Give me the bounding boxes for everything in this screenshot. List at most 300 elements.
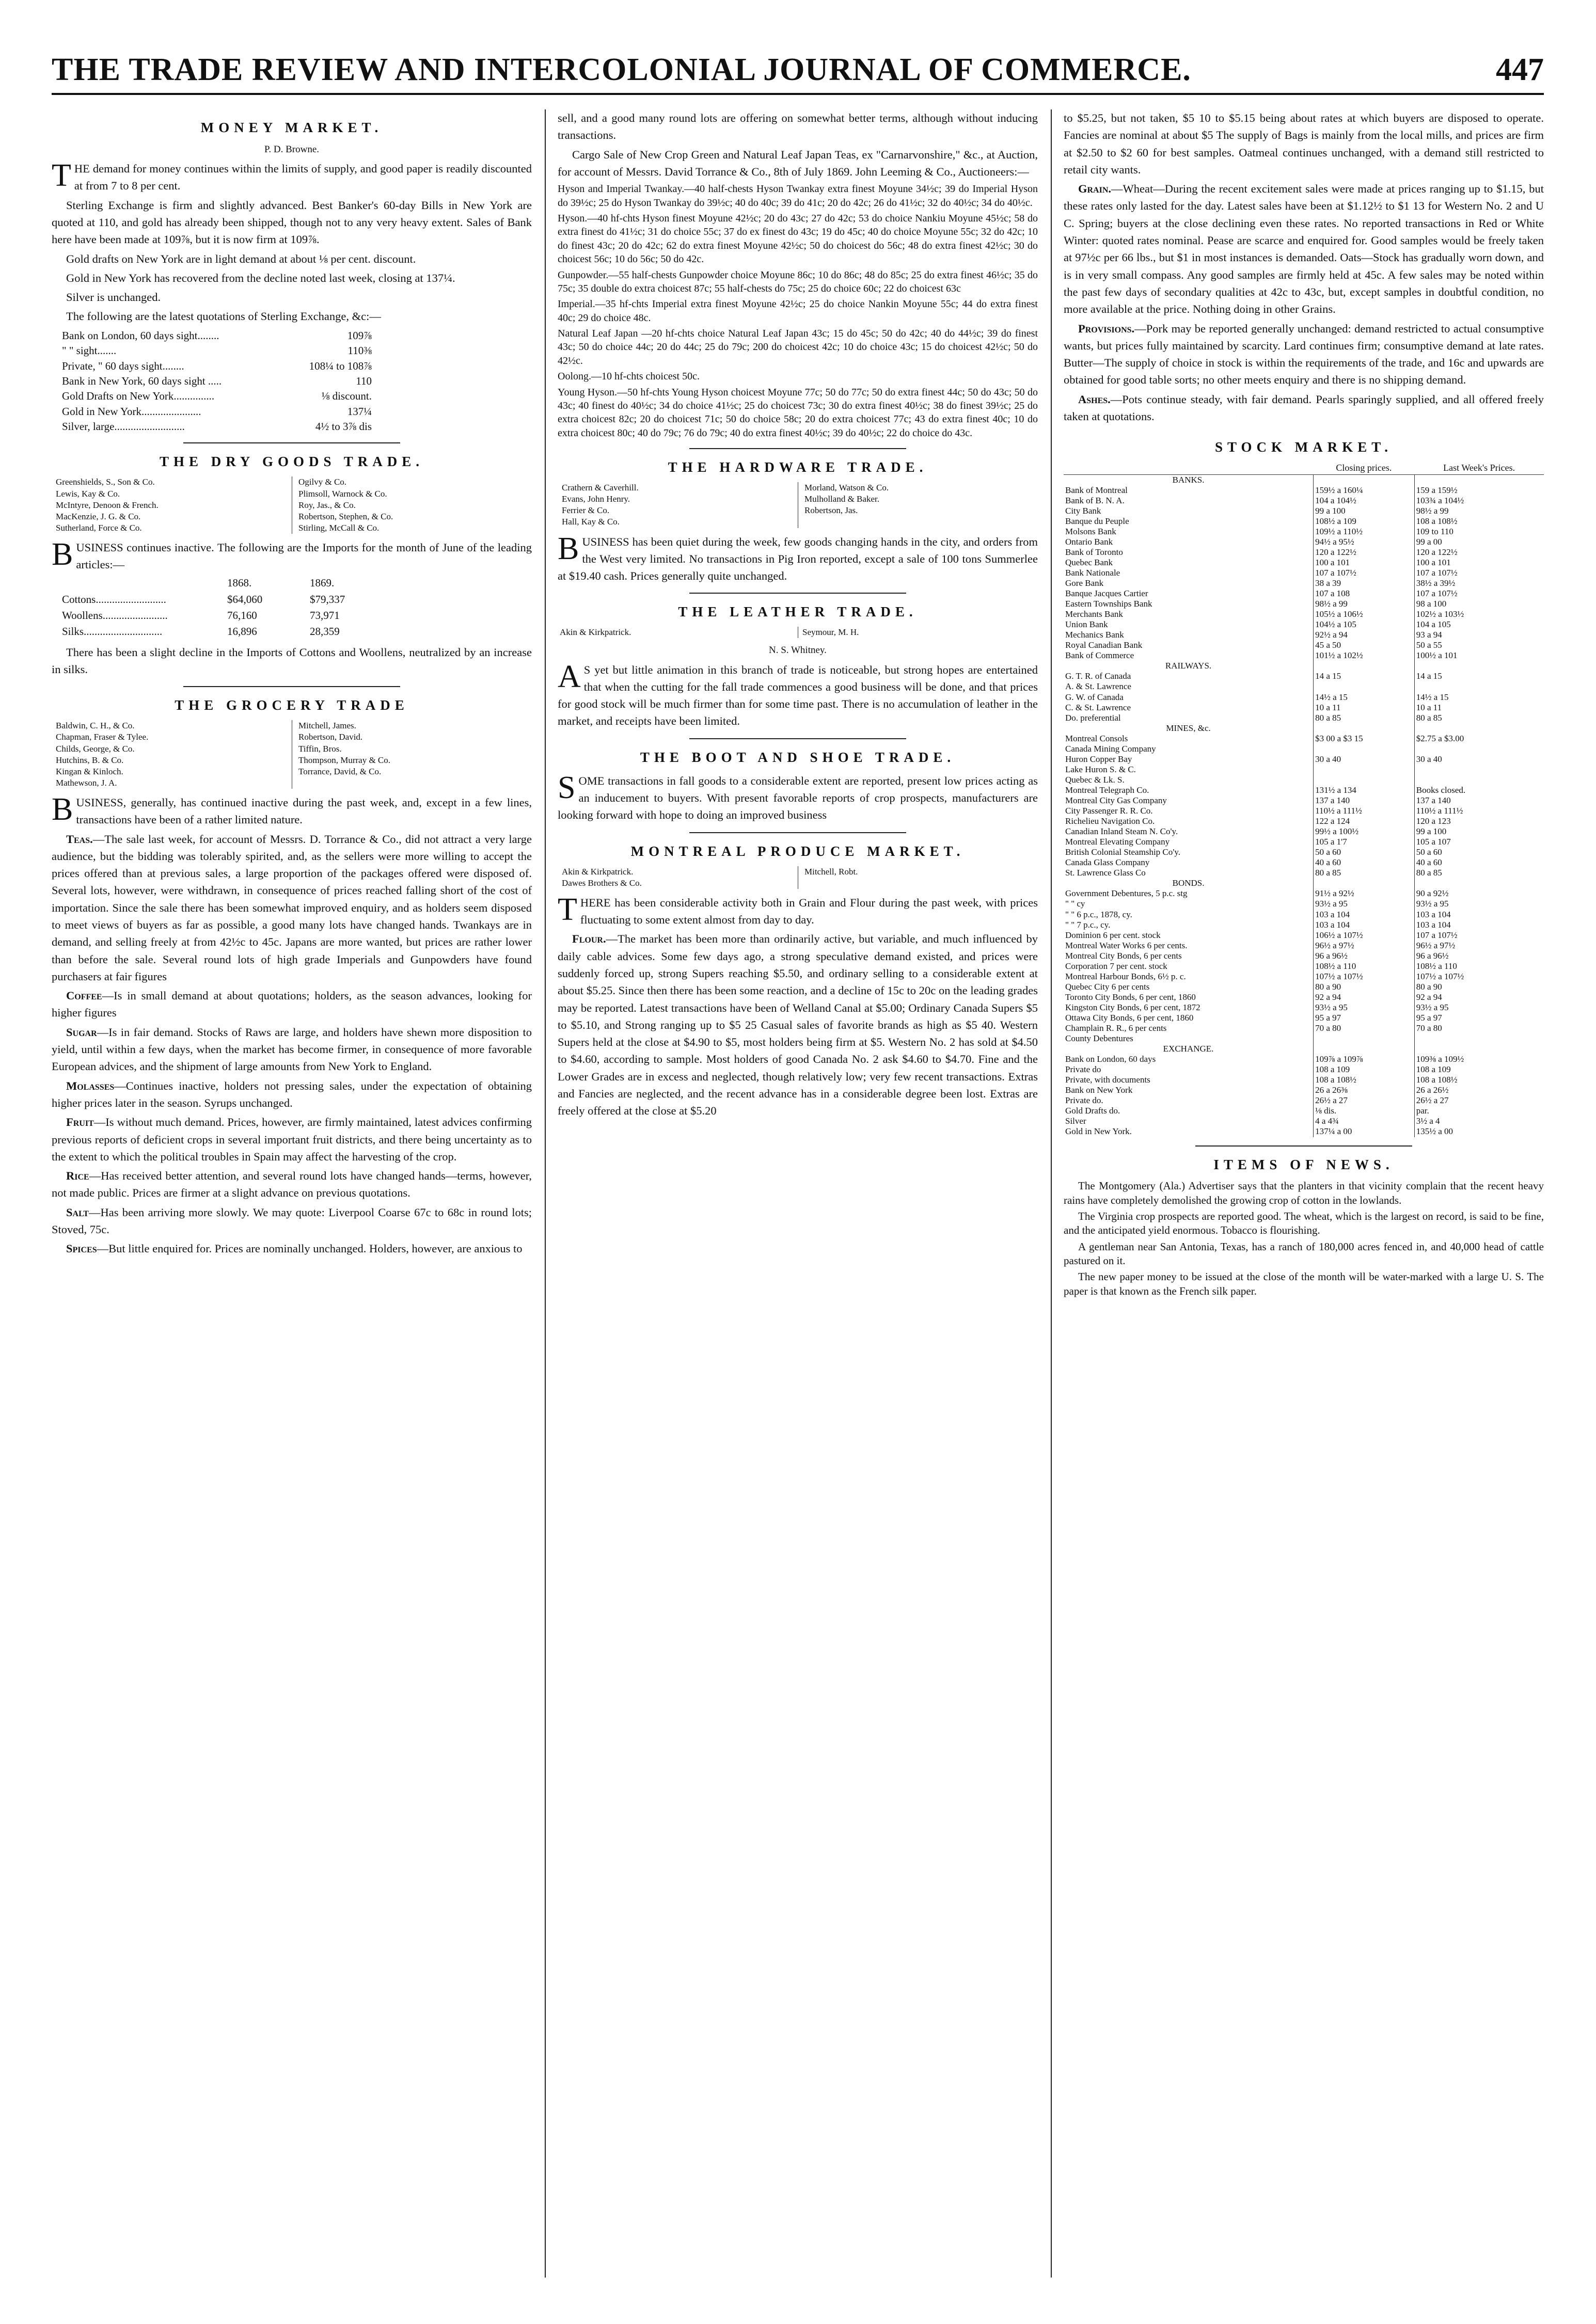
column-divider — [1051, 109, 1052, 2278]
stock-row — [1064, 703, 1544, 713]
closing-price: 92½ a 94 — [1314, 630, 1415, 640]
stock-section-title: MINES, &c. — [1064, 723, 1544, 734]
news-item: The Virginia crop prospects are reported good. The wheat, which is the largest on record, is said to be fine, and the anticipated yield enormous. Tobacco is flourishing. — [1064, 1210, 1544, 1237]
stock-row — [1064, 558, 1544, 568]
imports-header: 1868. 1869. — [227, 577, 335, 590]
stock-section-title: EXCHANGE. — [1064, 1044, 1544, 1054]
stock-name: Bank Nationale — [1065, 567, 1120, 578]
last-week-price: 102½ a 103½ — [1414, 609, 1544, 619]
stock-row — [1064, 806, 1544, 816]
stock-name: Canadian Inland Steam N. Co'y. — [1065, 826, 1178, 837]
last-week-price: 100½ a 101 — [1414, 650, 1544, 661]
stock-row — [1064, 516, 1544, 527]
stock-name: Toronto City Bonds, 6 per cent, 1860 — [1065, 992, 1196, 1002]
closing-price: 107½ a 107½ — [1314, 972, 1415, 982]
last-week-price: 108 a 108½ — [1414, 516, 1544, 527]
closing-price: 104½ a 105 — [1314, 619, 1415, 630]
last-week-price: 104 a 105 — [1414, 619, 1544, 630]
grocery-p1: BUSINESS, generally, has continued inactive during the past week, and, except in a few lines, transactions have been of a rather limited nature. — [52, 791, 532, 827]
closing-price: 92 a 94 — [1314, 992, 1415, 1002]
closing-price: 93½ a 95 — [1314, 1002, 1415, 1013]
stock-row — [1064, 713, 1544, 723]
stock-row — [1064, 1054, 1544, 1064]
money-p5: Silver is unchanged. — [66, 291, 161, 304]
grocery-salt: Salt—Has been arriving more slowly. We may quote: Liverpool Coarse 67c to 68c in round lots; Stoved, 75c. — [52, 1205, 532, 1236]
last-week-price — [1414, 681, 1544, 692]
stock-name: Montreal Consols — [1065, 733, 1128, 743]
stock-row — [1064, 961, 1544, 972]
last-week-price: 120 a 122½ — [1414, 547, 1544, 558]
stock-row — [1064, 888, 1544, 899]
journal-title: THE TRADE REVIEW AND INTERCOLONIAL JOURNAL OF COMMERCE. — [52, 52, 1191, 87]
stock-name: County Debentures — [1065, 1033, 1133, 1044]
stock-row — [1064, 619, 1544, 630]
grocery-rice: Rice—Has received better attention, and several round lots have changed hands—terms, however, not made public. Prices are firmer at a slight advance on previous quotations. — [52, 1169, 532, 1200]
stock-name: G. T. R. of Canada — [1065, 671, 1131, 681]
closing-price: 109⅞ a 109⅞ — [1314, 1054, 1415, 1064]
stock-section-title: RAILWAYS. — [1064, 661, 1544, 671]
stock-row — [1064, 506, 1544, 516]
closing-price: 45 a 50 — [1314, 640, 1415, 650]
stock-name: Montreal Telegraph Co. — [1065, 785, 1149, 795]
tea-lot: Oolong.—10 hf-chts choicest 50c. — [558, 371, 700, 383]
closing-price: 70 a 80 — [1314, 1023, 1415, 1033]
closing-price: 93½ a 95 — [1314, 899, 1415, 909]
last-week-price: 80 a 85 — [1414, 713, 1544, 723]
stock-name: Ottawa City Bonds, 6 per cent, 1860 — [1065, 1012, 1194, 1023]
money-p1: THE demand for money continues within the limits of supply, and good paper is readily discounted at from 7 to 8 per cent. — [52, 158, 532, 194]
section-rule — [183, 442, 400, 443]
rate-row: " " sight....... 110⅜ — [62, 344, 372, 357]
section-rule — [183, 686, 400, 687]
stock-name: City Passenger R. R. Co. — [1065, 806, 1153, 816]
tea-lot: Imperial.—35 hf-chts Imperial extra finest Moyune 42½c; 25 do choice Nankin Moyune 55c; 44 do extra finest 40c; 29 do choice 48c. — [558, 298, 1038, 324]
stock-name: Banque Jacques Cartier — [1065, 588, 1148, 599]
stock-name: British Colonial Steamship Co'y. — [1065, 847, 1180, 857]
closing-price: 30 a 40 — [1314, 754, 1415, 765]
last-week-price: 159 a 159½ — [1414, 485, 1544, 496]
stock-name: " " 7 p.c., cy. — [1065, 919, 1111, 930]
last-week-price: 90 a 92½ — [1414, 888, 1544, 899]
last-week-price: 3½ a 4 — [1414, 1116, 1544, 1126]
last-week-price: 108 a 109 — [1414, 1064, 1544, 1075]
grocery-molasses: Molasses—Continues inactive, holders not pressing sales, under the expectation of obtaining higher prices later in the season. Syrups unchanged. — [52, 1079, 532, 1109]
stock-row — [1064, 837, 1544, 847]
grocery-fruit: Fruit—Is without much demand. Prices, however, are firmly maintained, latest advices confirming previous reports of deficient crops in several important fruit districts, and there being uncertainty as to the extent to which the political troubles in Spain may affect the harvesting of the crop. — [52, 1116, 532, 1163]
closing-price: 10 a 11 — [1314, 703, 1415, 713]
stock-row — [1064, 692, 1544, 703]
stock-row — [1064, 795, 1544, 806]
grocery-coffee: Coffee—Is in small demand at about quotations; holders, as the season advances, looking for higher figures — [52, 989, 532, 1020]
money-p6: The following are the latest quotations of Sterling Exchange, &c:— — [66, 310, 381, 323]
closing-price — [1314, 1033, 1415, 1044]
closing-price: 94½ a 95½ — [1314, 537, 1415, 547]
closing-price: 98½ a 99 — [1314, 599, 1415, 609]
closing-price: 103 a 104 — [1314, 910, 1415, 920]
stock-name: Montreal Elevating Company — [1065, 837, 1170, 847]
firm-list-left: Baldwin, C. H., & Co. Chapman, Fraser & Tylee. Childs, George, & Co. Hutchins, B. & Co. Kingan & Kinloch. Mathewson, J. A. — [56, 721, 149, 788]
closing-price: 108½ a 110 — [1314, 961, 1415, 972]
rate-row: Private, " 60 days sight........ 108¼ to 108⅞ — [62, 359, 372, 372]
produce-firms — [558, 866, 1038, 889]
tea-lot: Natural Leaf Japan —20 hf-chts choice Natural Leaf Japan 43c; 15 do 45c; 50 do 42c; 40 do 44½c; 39 do finest 43c; 50 do choice 44c; 20 do 44c; 25 do 79c; 200 do choicest 42c; 10 do choice 43c; 15 do choicest 42½c; 50 do 42½c. — [558, 328, 1038, 367]
firm-list-right: Ogilvy & Co. Plimsoll, Warnock & Co. Roy, Jas., & Co. Robertson, Stephen, & Co. Stirling, McCall & Co. — [292, 476, 532, 533]
last-week-price — [1414, 775, 1544, 785]
last-week-price: 109⅜ a 109½ — [1414, 1054, 1544, 1064]
section-rule — [689, 738, 906, 739]
last-week-price — [1414, 1033, 1544, 1044]
firm-list-left: Greenshields, S., Son & Co. Lewis, Kay & Co. McIntyre, Denoon & French. MacKenzie, J. G. & Co. Sutherland, Force & Co. — [56, 477, 159, 533]
stock-header-row — [1064, 462, 1544, 474]
leather-p1: AS yet but little animation in this branch of trade is noticeable, but strong hopes are entertained that when the cutting for the fall trade commences a good business will be done, and that prices for good stock will be much firmer than for some time past. There is no accumulation of leather in the market, and receipts have been limited. — [558, 659, 1038, 728]
last-week-price: 98 a 100 — [1414, 599, 1544, 609]
stock-name: Montreal City Gas Company — [1065, 795, 1167, 805]
last-week-price: 26½ a 27 — [1414, 1095, 1544, 1106]
section-rule — [689, 832, 906, 833]
stock-row — [1064, 1002, 1544, 1013]
stock-row — [1064, 826, 1544, 837]
closing-price: 26½ a 27 — [1314, 1095, 1415, 1106]
produce-heading: MONTREAL PRODUCE MARKET. — [630, 843, 965, 859]
grocery-continued: sell, and a good many round lots are offering on somewhat better terms, although without inducing transactions. — [558, 112, 1038, 142]
stock-name: Private do. — [1065, 1095, 1103, 1106]
closing-price: 80 a 85 — [1314, 713, 1415, 723]
closing-price: ⅛ dis. — [1314, 1106, 1415, 1116]
stock-row — [1064, 868, 1544, 878]
produce-p1: THERE has been considerable activity both in Grain and Flour during the past week, with prices fluctuating to some extent almost from day to day. — [558, 892, 1038, 927]
stock-row — [1064, 537, 1544, 547]
hardware-heading: THE HARDWARE TRADE. — [668, 459, 928, 475]
closing-price: 4 a 4¾ — [1314, 1116, 1415, 1126]
produce-ashes: Ashes.—Pots continue steady, with fair demand. Pearls sparingly supplied, and all offered freely taken at quotations. — [1064, 392, 1544, 423]
tea-lot: Hyson.—40 hf-chts Hyson finest Moyune 42½c; 20 do 43c; 27 do 42c; 53 do choice Nankiu Moyune 45½c; 58 do extra finest do 41½c; 31 do choice 55c; 37 do ex finest do 43c; 19 do 45c; 40 do choice Moyune 55c; 32 do 42c; 10 do finest 43c; 20 do 42c; 62 do extra finest Moyune 42½c; 50 do choicest do 56c; 48 do extra finest 42½c; 30 do choicest 56c; 10 do 56c; 50 do 42c. — [558, 212, 1038, 265]
boot-p1: SOME transactions in fall goods to a considerable extent are reported, present low prices acting as an inducement to buyers. With present favorable reports of crop prospects, manufacturers are looking forward with hope to doing an improved business — [558, 770, 1038, 822]
stock-row — [1064, 1064, 1544, 1075]
closing-price: 99½ a 100½ — [1314, 826, 1415, 837]
last-week-price: 109 to 110 — [1414, 527, 1544, 537]
last-week-price: 80 a 85 — [1414, 868, 1544, 878]
closing-price: 14½ a 15 — [1314, 692, 1415, 703]
closing-price: 105½ a 106½ — [1314, 609, 1415, 619]
news-item: The Montgomery (Ala.) Advertiser says that the planters in that vicinity complain that the recent heavy rains have completely demolished the growing crop of cotton in the lowlands. — [1064, 1180, 1544, 1206]
closing-price: 38 a 39 — [1314, 578, 1415, 588]
last-week-price: 110½ a 111½ — [1414, 806, 1544, 816]
stock-row — [1064, 681, 1544, 692]
dry-goods-firms — [52, 476, 532, 533]
last-week-price: 103¾ a 104½ — [1414, 496, 1544, 506]
last-week-price: 120 a 123 — [1414, 816, 1544, 826]
last-week-price — [1414, 765, 1544, 775]
closing-price: 108 a 109 — [1314, 1064, 1415, 1075]
closing-prices-header: Closing prices. — [1314, 462, 1415, 474]
imports-row: Woollens........................ 76,160 73,971 — [62, 609, 340, 622]
rate-row: Gold in New York...................... 137¼ — [62, 405, 372, 418]
last-week-price: 96 a 96½ — [1414, 951, 1544, 961]
stock-row — [1064, 857, 1544, 868]
firm-list-right: Mitchell, Robt. — [798, 866, 1038, 889]
leather-firm-center: N. S. Whitney. — [769, 645, 827, 656]
stock-row — [1064, 1075, 1544, 1085]
stock-name: Gold Drafts do. — [1065, 1106, 1120, 1116]
last-week-price: 95 a 97 — [1414, 1013, 1544, 1023]
stock-row — [1064, 816, 1544, 826]
closing-price: 96½ a 97½ — [1314, 941, 1415, 951]
money-p3: Gold drafts on New York are in light demand at about ⅛ per cent. discount. — [66, 252, 416, 265]
stock-market-table — [1064, 462, 1544, 1137]
stock-row — [1064, 992, 1544, 1002]
stock-row — [1064, 630, 1544, 640]
stock-row — [1064, 671, 1544, 681]
closing-price: 108½ a 109 — [1314, 516, 1415, 527]
closing-price: 96 a 96½ — [1314, 951, 1415, 961]
closing-price: 108 a 108½ — [1314, 1075, 1415, 1085]
last-week-price: 30 a 40 — [1414, 754, 1544, 765]
rate-row: Bank on London, 60 days sight........ 109⅞ — [62, 329, 372, 342]
closing-price: 120 a 122½ — [1314, 547, 1415, 558]
last-week-price: 103 a 104 — [1414, 920, 1544, 930]
last-week-price: 99 a 00 — [1414, 537, 1544, 547]
column-divider — [545, 109, 546, 2278]
last-week-price: 105 a 107 — [1414, 837, 1544, 847]
section-rule — [1195, 1145, 1412, 1147]
closing-price: $3 00 a $3 15 — [1314, 734, 1415, 744]
closing-price — [1314, 765, 1415, 775]
stock-row — [1064, 578, 1544, 588]
news-items — [1064, 1179, 1544, 1298]
money-market-heading: MONEY MARKET. — [200, 120, 383, 135]
grocery-teas: Teas.—The sale last week, for account of Messrs. D. Torrance & Co., did not attract a very large audience, but the bidding was tolerably spirited, and, as the sellers were more willing to accept the prices offered than at previous sales, a large proportion of the packages offered were disposed of. Several lots, however, were withdrawn, in consequence of prices reached falling short of the cost of importation. Since the sale there has been somewhat improved enquiry, and as holders seem disposed to meet views of buyers as far as possible, a good many lots have changed hands. Twankays are in demand, and selling freely at from 42½c to 45c. Japans are more wanted, but prices are rather lower than before the sale. Several round lots of high grade Imperials and Gunpowders have found purchasers at fair figures — [52, 832, 532, 983]
column-1 — [52, 109, 532, 2278]
stock-name: Bank on New York — [1065, 1085, 1133, 1095]
dry-goods-p2: There has been a slight decline in the Imports of Cottons and Woollens, neutralized by an increase in silks. — [52, 645, 532, 676]
stock-name: Do. preferential — [1065, 712, 1121, 723]
leather-firms: Akin & Kirkpatrick. Seymour, M. H. — [558, 627, 1038, 638]
closing-price: 99 a 100 — [1314, 506, 1415, 516]
stock-name: Ontario Bank — [1065, 536, 1113, 547]
stock-name: Bank of Montreal — [1065, 485, 1128, 495]
closing-price: 101½ a 102½ — [1314, 650, 1415, 661]
stock-market-heading: STOCK MARKET. — [1214, 439, 1393, 455]
closing-price: 106½ a 107½ — [1314, 930, 1415, 941]
last-week-price: 108 a 108½ — [1414, 1075, 1544, 1085]
stock-name: Union Bank — [1065, 619, 1108, 630]
closing-price: 137¼ a 00 — [1314, 1126, 1415, 1137]
stock-row — [1064, 775, 1544, 785]
grocery-spices: Spices—But little enquired for. Prices are nominally unchanged. Holders, however, are anxious to — [66, 1242, 523, 1255]
stock-row — [1064, 785, 1544, 795]
stock-row — [1064, 982, 1544, 992]
closing-price: 100 a 101 — [1314, 558, 1415, 568]
firm-list-left: Akin & Kirkpatrick. Dawes Brothers & Co. — [562, 866, 642, 888]
closing-price: 137 a 140 — [1314, 795, 1415, 806]
dry-goods-p1: BUSINESS continues inactive. The following are the Imports for the month of June of the leading articles:— — [52, 536, 532, 572]
section-rule — [689, 593, 906, 594]
tea-lot: Young Hyson.—50 hf-chts Young Hyson choicest Moyune 77c; 50 do 77c; 50 do extra finest 44c; 50 do 43c; 50 do 43c; 40 finest do 40½c; 34 do choice 41½c; 25 do choicest 73c; 30 do extra finest 40½c; 38 do finest 39½c; 25 do extra choicest 82c; 20 do choicest 71c; 50 do choice 58c; 20 do extra choicest 77c; 43 do extra finest 40c; 10 do extra choicest 80c; 40 do 79c; 76 do 79c; 40 do extra finest 40½c; 39 do 40½c; 22 do choice do 43c. — [558, 386, 1038, 439]
last-week-price: 98½ a 99 — [1414, 506, 1544, 516]
stock-name: Richelieu Navigation Co. — [1065, 816, 1155, 826]
stock-section-title: BANKS. — [1064, 474, 1544, 485]
last-week-price: 100 a 101 — [1414, 558, 1544, 568]
stock-name: Montreal Water Works 6 per cents. — [1065, 940, 1188, 950]
stock-row — [1064, 640, 1544, 650]
rate-row: Bank in New York, 60 days sight ..... 110 — [62, 374, 372, 387]
stock-name: Canada Glass Company — [1065, 857, 1150, 868]
closing-price: 80 a 85 — [1314, 868, 1415, 878]
closing-price — [1314, 744, 1415, 754]
stock-name: Bank of B. N. A. — [1065, 495, 1125, 505]
stock-name: Gold in New York. — [1065, 1126, 1132, 1137]
stock-row — [1064, 941, 1544, 951]
grocery-sugar: Sugar—Is in fair demand. Stocks of Raws are large, and holders have shewn more disposition to yield, until within a few days, when the market has become firmer, in consequence of more favorable European advices, and the shipment of large amounts from New York to England. — [52, 1025, 532, 1073]
stock-row — [1064, 972, 1544, 982]
closing-price: 107 a 108 — [1314, 588, 1415, 599]
last-week-price: 70 a 80 — [1414, 1023, 1544, 1033]
tea-sale-notice: Cargo Sale of New Crop Green and Natural Leaf Japan Teas, ex "Carnarvonshire," &c., at Auction, for account of Messrs. David Torrance & Co., 8th of July 1869. John Leeming & Co., Auctioneers:— — [558, 148, 1038, 178]
last-week-price: 107 a 107½ — [1414, 588, 1544, 599]
stock-name: Silver — [1065, 1116, 1086, 1126]
produce-flour: Flour.—The market has been more than ordinarily active, but variable, and much influenced by daily cable advices. Some few days ago, a strong speculative demand existed, and prices were suddenly forced up, strong Supers reaching $5.50, and ordinary selling to a considerable extent at about $5.25. Since then there has been some reaction, and a decline of 15c to 20c on the leading grades may be reported. Latest transactions have been of Welland Canal at $5.00; Ordinary Canada Supers $5 to $5.10, and Strong ranging up to $5 25 Casual sales of favorite brands as high as $5 40. Western Supers held at the close at $4.90 to $5, most holders being firm at $5. Western No. 2 has sold at $4.50 to $4.60, according to sample. Most holders of good Canada No. 2 ask $4.60 to $4.70. Fine and the Lower Grades are in excess and neglected, though relatively low; very few recent transactions. Extras and Fancies are neglected, and the recent advance has in a considerable degree been lost. Extras are freely offered at the close at $5.20 — [558, 932, 1038, 1118]
money-market-byline: P. D. Browne. — [264, 144, 320, 155]
last-week-price: 26 a 26½ — [1414, 1085, 1544, 1095]
rate-row: Silver, large.......................... 4½ to 3⅞ dis — [62, 420, 372, 433]
stock-name: Lake Huron S. & C. — [1065, 764, 1136, 774]
stock-row — [1064, 496, 1544, 506]
hardware-firms — [558, 482, 1038, 528]
stock-name: Mechanics Bank — [1065, 630, 1124, 640]
last-week-price: 93½ a 95 — [1414, 1002, 1544, 1013]
section-rule — [689, 448, 906, 449]
leather-heading: THE LEATHER TRADE. — [678, 604, 918, 620]
grocery-firms — [52, 720, 532, 789]
stock-row — [1064, 1106, 1544, 1116]
closing-price: 104 a 104½ — [1314, 496, 1415, 506]
news-heading: ITEMS OF NEWS. — [1213, 1156, 1394, 1172]
stock-name: St. Lawrence Glass Co — [1065, 868, 1146, 878]
last-week-price: 96½ a 97½ — [1414, 941, 1544, 951]
last-week-price: 135½ a 00 — [1414, 1126, 1544, 1137]
stock-name: Private, with documents — [1065, 1075, 1150, 1085]
closing-price: 40 a 60 — [1314, 857, 1415, 868]
tea-lot: Hyson and Imperial Twankay.—40 half-chests Hyson Twankay extra finest Moyune 34½c; 39 do Imperial Hyson do 39½c; 25 do Hyson Twankay do 39½c; 40 do 40c; 39 do 41c; 20 do 42c; 26 do 41½c; 32 do 40½c; 34 do 40½c. — [558, 183, 1038, 209]
stock-name: Private do — [1065, 1064, 1101, 1075]
closing-price: 80 a 90 — [1314, 982, 1415, 992]
closing-price: 122 a 124 — [1314, 816, 1415, 826]
stock-row — [1064, 899, 1544, 909]
closing-price: 14 a 15 — [1314, 671, 1415, 681]
money-p4: Gold in New York has recovered from the decline noted last week, closing at 137¼. — [66, 271, 455, 284]
stock-row — [1064, 765, 1544, 775]
last-week-price: 40 a 60 — [1414, 857, 1544, 868]
exchange-rates-list — [62, 328, 532, 435]
page-header — [52, 52, 1544, 95]
last-week-price — [1414, 744, 1544, 754]
stock-row — [1064, 1085, 1544, 1095]
stock-section-title: BONDS. — [1064, 878, 1544, 888]
column-3 — [1064, 109, 1544, 2278]
last-week-price: 80 a 90 — [1414, 982, 1544, 992]
stock-name: Champlain R. R., 6 per cents — [1065, 1023, 1167, 1033]
hardware-p1: BUSINESS has been quiet during the week, few goods changing hands in the city, and orders from the West very limited. No transactions in Pig Iron reported, except a sale of 100 tons Summerlee at $19.40 cash. Prices generally quite unchanged. — [558, 531, 1038, 583]
stock-row — [1064, 527, 1544, 537]
stock-row — [1064, 920, 1544, 930]
last-week-price: 107 a 107½ — [1414, 568, 1544, 578]
stock-name: A. & St. Lawrence — [1065, 681, 1131, 692]
closing-price: 105 a 1'7 — [1314, 837, 1415, 847]
last-week-price: 103 a 104 — [1414, 910, 1544, 920]
stock-name: Quebec & Lk. S. — [1065, 774, 1125, 785]
stock-row — [1064, 1033, 1544, 1044]
last-week-price: 50 a 60 — [1414, 847, 1544, 857]
column-2 — [558, 109, 1038, 2278]
closing-price — [1314, 681, 1415, 692]
last-week-price: 93 a 94 — [1414, 630, 1544, 640]
stock-name: Corporation 7 per cent. stock — [1065, 961, 1167, 971]
stock-name: Bank on London, 60 days — [1065, 1054, 1156, 1064]
closing-price: 103 a 104 — [1314, 920, 1415, 930]
stock-name: " " 6 p.c., 1878, cy. — [1065, 909, 1132, 919]
closing-price: 95 a 97 — [1314, 1013, 1415, 1023]
imports-row: Silks............................. 16,896 28,359 — [62, 625, 340, 638]
stock-name: Quebec City 6 per cents — [1065, 981, 1150, 992]
last-week-price: 108½ a 110 — [1414, 961, 1544, 972]
page-number: 447 — [1496, 52, 1544, 87]
firm-list-left: Crathern & Caverhill. Evans, John Henry. Ferrier & Co. Hall, Kay & Co. — [562, 483, 639, 527]
grocery-heading: THE GROCERY TRADE — [175, 697, 409, 713]
last-week-price: 10 a 11 — [1414, 703, 1544, 713]
stock-row — [1064, 734, 1544, 744]
stock-name: C. & St. Lawrence — [1065, 702, 1131, 712]
last-week-price: 50 a 55 — [1414, 640, 1544, 650]
stock-name: Quebec Bank — [1065, 557, 1113, 567]
firm-list-right: Mitchell, James. Robertson, David. Tiffin, Bros. Thompson, Murray & Co. Torrance, David, & Co. — [292, 720, 532, 789]
stock-row — [1064, 754, 1544, 765]
stock-name: Bank of Toronto — [1065, 547, 1123, 557]
stock-name: Montreal Harbour Bonds, 6½ p. c. — [1065, 971, 1186, 981]
stock-row — [1064, 1013, 1544, 1023]
closing-price: 91½ a 92½ — [1314, 888, 1415, 899]
stock-name: Montreal City Bonds, 6 per cents — [1065, 950, 1182, 961]
stock-name: " " cy — [1065, 899, 1085, 909]
last-week-price: 107½ a 107½ — [1414, 972, 1544, 982]
stock-row — [1064, 650, 1544, 661]
produce-grain: Grain.—Wheat—During the recent excitement sales were made at prices ranging up to $1.15, but these rates only lasted for the day. Latest sales have been at $1.12½ to $1 13 for Western No. 2 and U C. Spring; buyers at the close declining even these rates. No reported transactions in Red or White Winter: quoted rates nominal. Pease are scarce and enquired for. Good samples would be freely taken at 97½c per 66 lbs., but $1 in most instances is demanded. Oats—Stock has gradually worn down, and is in very small compass. Any good samples are firmly held at 45c. A few sales may be noted within the past few days of secondary qualities at 42c to 43c, but, except samples in doubtful condition, no more available at the price. Nothing doing in other Grains. — [1064, 182, 1544, 316]
money-p2: Sterling Exchange is firm and slightly advanced. Best Banker's 60-day Bills in New York are quoted at 110, and gold has already been shipped, though not to any very heavy extent. Sales of Bank here have been made at 109⅞, but it is now firm at 109⅞. — [52, 198, 532, 246]
closing-price: 159½ a 160¼ — [1314, 485, 1415, 496]
closing-price: 50 a 60 — [1314, 847, 1415, 857]
closing-price: 110½ a 111½ — [1314, 806, 1415, 816]
stock-row — [1064, 1126, 1544, 1137]
stock-row — [1064, 1023, 1544, 1033]
last-week-price: 99 a 100 — [1414, 826, 1544, 837]
stock-row — [1064, 588, 1544, 599]
last-week-price: 107 a 107½ — [1414, 930, 1544, 941]
stock-name: Government Debentures, 5 p.c. stg — [1065, 888, 1188, 899]
stock-name: Dominion 6 per cent. stock — [1065, 930, 1161, 940]
stock-name: Huron Copper Bay — [1065, 754, 1132, 764]
stock-row — [1064, 568, 1544, 578]
last-week-price: par. — [1414, 1106, 1544, 1116]
firm-list-right: Morland, Watson & Co. Mulholland & Baker. Robertson, Jas. — [798, 482, 1038, 528]
stock-row — [1064, 609, 1544, 619]
last-week-price: $2.75 a $3.00 — [1414, 734, 1544, 744]
stock-name: Molsons Bank — [1065, 526, 1116, 536]
stock-row — [1064, 910, 1544, 920]
stock-name: G. W. of Canada — [1065, 692, 1124, 702]
last-week-price: 38½ a 39½ — [1414, 578, 1544, 588]
last-week-prices-header: Last Week's Prices. — [1414, 462, 1544, 474]
stock-row — [1064, 1116, 1544, 1126]
stock-name: Merchants Bank — [1065, 609, 1123, 619]
